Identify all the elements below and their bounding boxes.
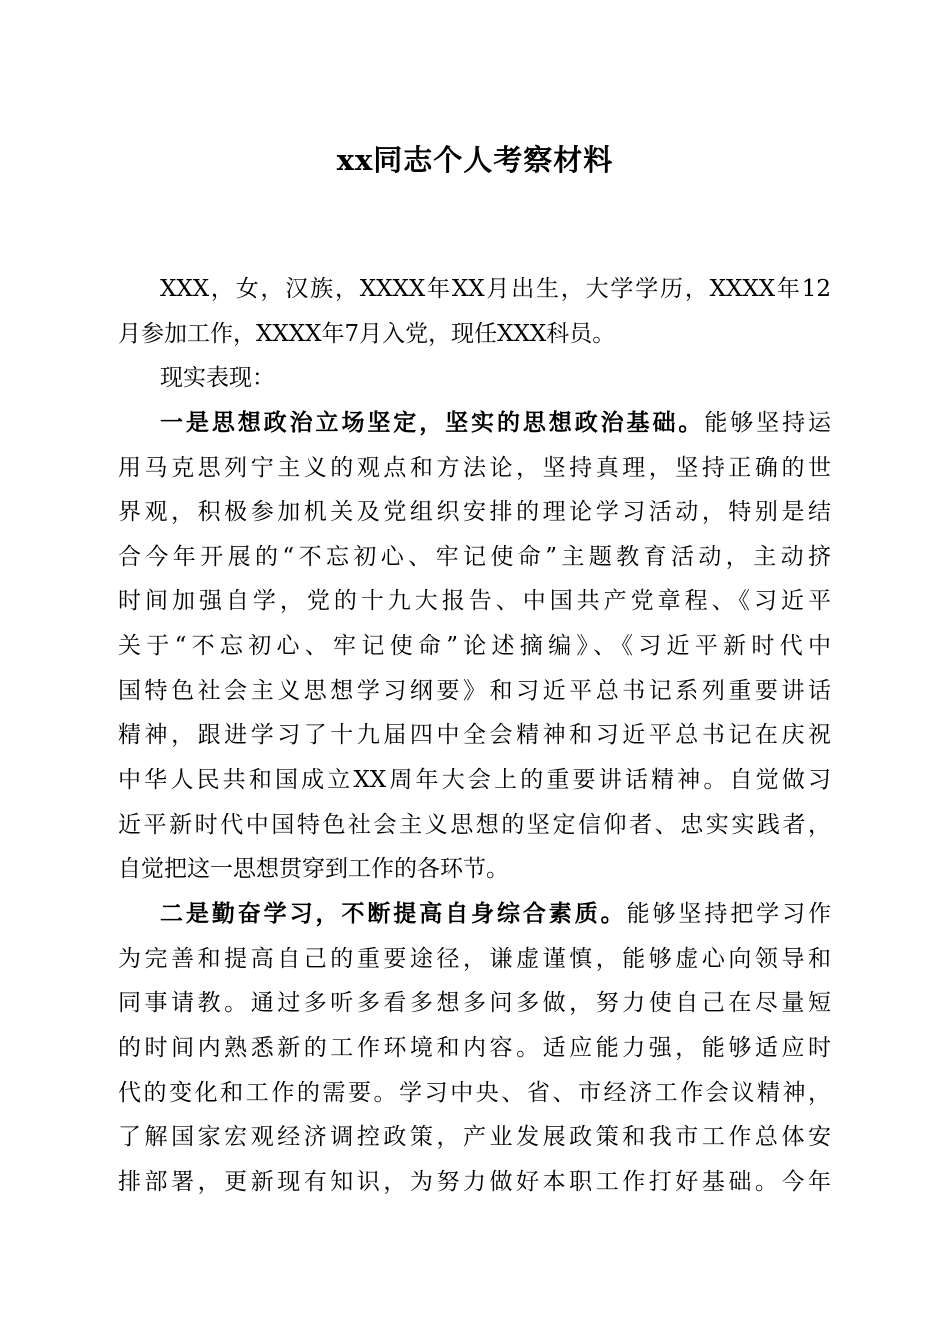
line-text: 月参加工作，XXXX年7月入党，现任XXX科员。 [118,320,616,347]
text-line [118,713,831,758]
line-text: 排部署，更新现有知识，为努力做好本职工作打好基础。今年 [118,1168,831,1195]
text-line [118,579,831,624]
document-title: xx同志个人考察材料 [336,143,614,177]
line-text: 为完善和提高自己的重要途径，谦虚谨慎，能够虚心向领导和 [118,945,831,972]
line-text: 自觉把这一思想贯穿到工作的各环节。 [118,856,509,883]
line-text: 中华人民共和国成立XX周年大会上的重要讲话精神。自觉做习 [118,767,831,794]
line-text: 近平新时代中国特色社会主义思想的坚定信仰者、忠实实践者， [118,811,831,838]
text-line [118,1071,831,1116]
text-line [118,847,831,892]
line-text: 能够坚持把学习作 [626,900,832,927]
text-line [118,1115,831,1160]
line-text: 关于“不忘初心、牢记使命”论述摘编》、《习近平新时代中 [118,633,831,660]
line-text: 用马克思列宁主义的观点和方法论，坚持真理，坚持正确的世 [118,454,831,481]
line-text: 代的变化和工作的需要。学习中央、省、市经济工作会议精神， [118,1079,831,1106]
text-line [118,312,831,357]
line-text: 的时间内熟悉新的工作环境和内容。适应能力强，能够适应时 [118,1034,831,1061]
text-line [118,1026,831,1071]
line-text: 能够坚持运 [704,409,832,436]
text-line [118,758,831,803]
text-line [118,267,831,312]
text-line [118,937,831,982]
text-line [118,356,831,401]
text-line [118,446,831,491]
text-line [118,401,831,446]
paragraph-heading: 一是思想政治立场坚定，坚实的思想政治基础。 [160,408,705,436]
paragraph-heading: 二是勤奋学习，不断提高自身综合素质。 [160,899,627,927]
line-text: 现实表现： [160,365,275,392]
document-body [118,267,831,1204]
line-text: 同事请教。通过多听多看多想多问多做，努力使自己在尽量短 [118,990,831,1017]
line-text: 了解国家宏观经济调控政策，产业发展政策和我市工作总体安 [118,1124,831,1151]
text-line [118,981,831,1026]
text-line [118,535,831,580]
line-text: 合今年开展的“不忘初心、牢记使命”主题教育活动，主动挤 [118,543,831,570]
line-text: 国特色社会主义思想学习纲要》和习近平总书记系列重要讲话 [118,677,831,704]
text-line [118,892,831,937]
line-text: 时间加强自学，党的十九大报告、中国共产党章程、《习近平 [118,588,831,615]
text-line [118,669,831,714]
text-line [118,490,831,535]
line-text: 界观，积极参加机关及党组织安排的理论学习活动，特别是结 [118,499,831,526]
text-line [118,1160,831,1205]
line-text: 精神，跟进学习了十九届四中全会精神和习近平总书记在庆祝 [118,722,831,749]
text-line [118,803,831,848]
line-text: XXX，女，汉族，XXXX年XX月出生，大学学历，XXXX年12 [160,276,831,302]
text-line [118,624,831,669]
